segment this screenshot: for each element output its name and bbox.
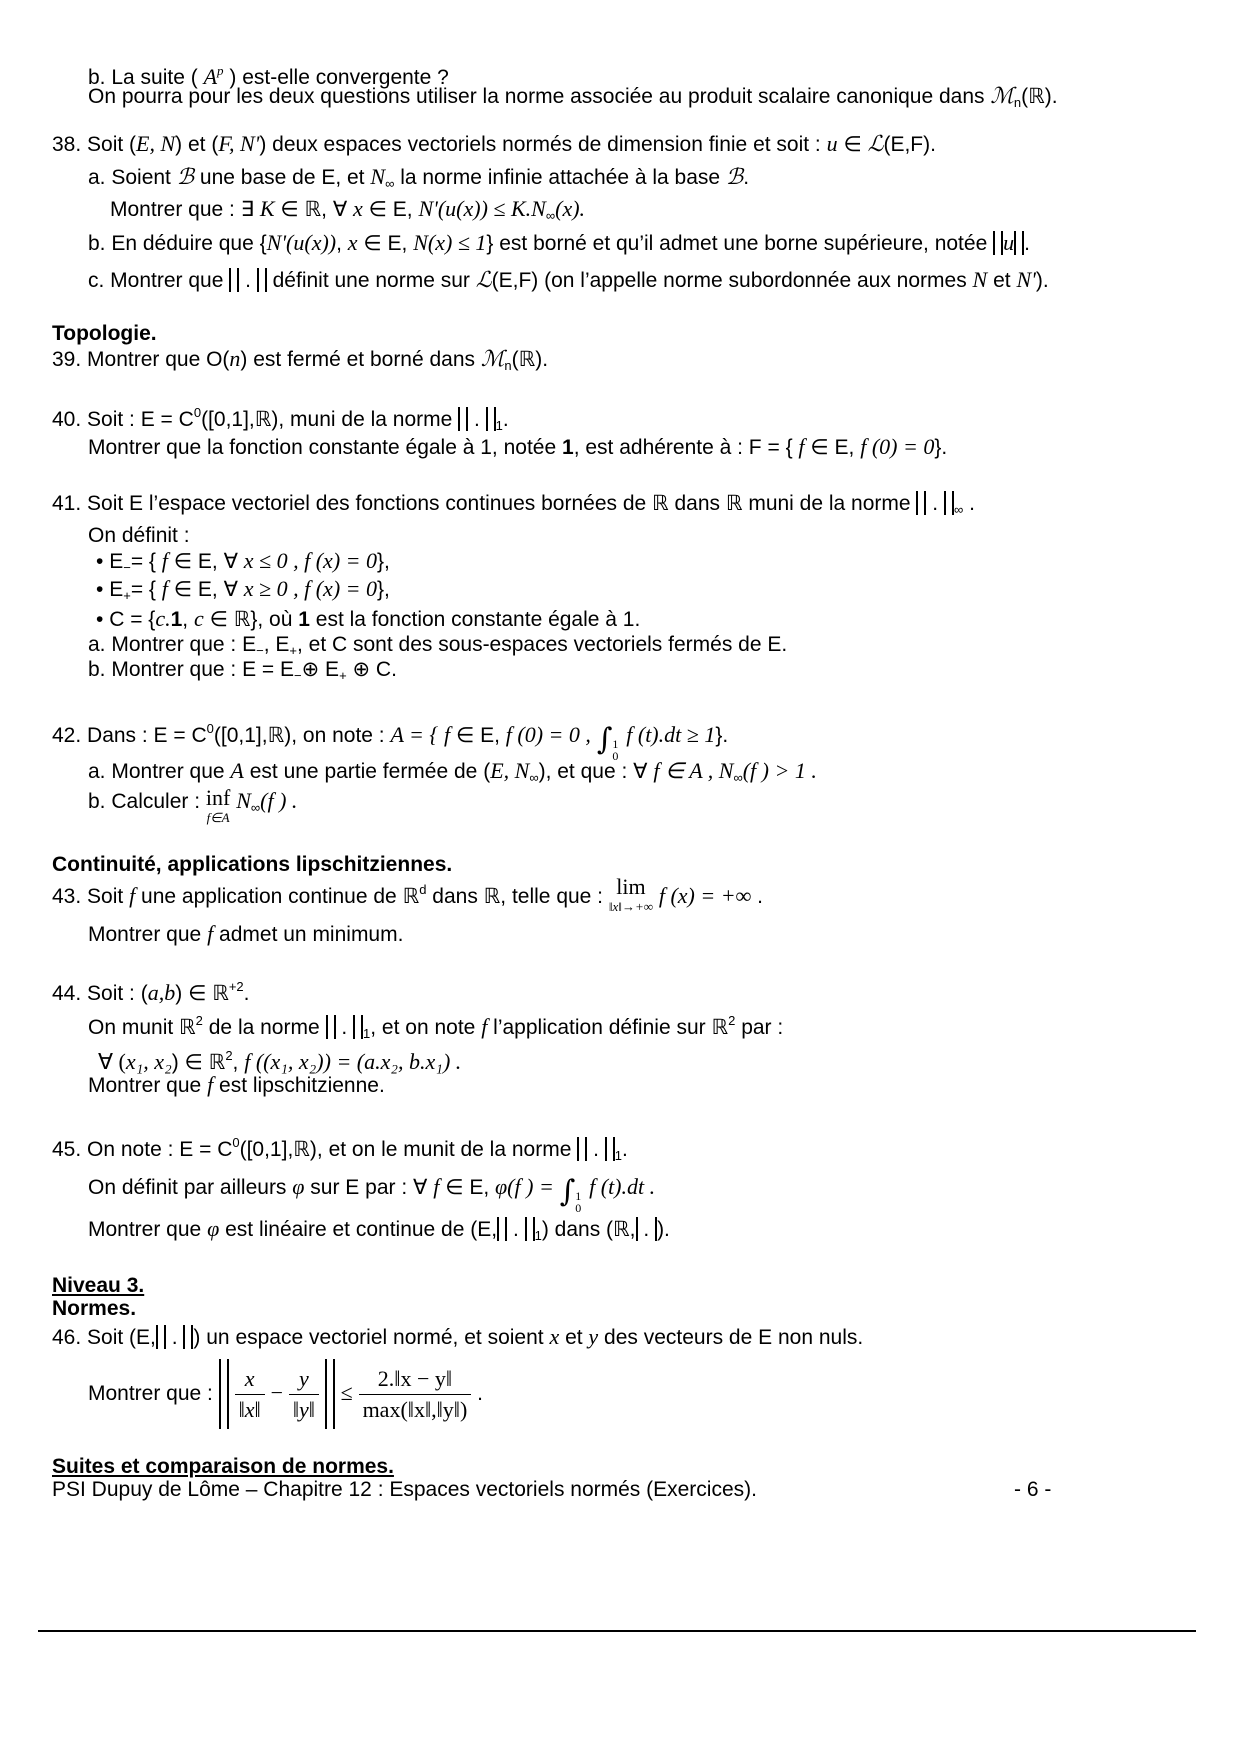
abs-bar-icon <box>636 1217 638 1241</box>
section-title-topologie: Topologie. <box>52 322 157 345</box>
ex44-show: Montrer que f est lipschitzienne. <box>88 1072 385 1097</box>
norm-bars-icon <box>944 491 954 515</box>
ex42a-line: a. Montrer que A est une partie fermée de (E, $N_\infty$), et que : ∀ f ∈ A , $N_\infty(f$ ) > 1 . <box>88 758 817 785</box>
norm-bars-icon <box>605 1137 615 1161</box>
norm-bars-icon <box>219 1359 229 1429</box>
ex41-def-Eplus: • $E_+=$ { f ∈ E, ∀ x ≥ 0 , f (x) = 0}, <box>96 576 390 603</box>
norm-bars-icon <box>325 1359 335 1429</box>
page-number: - 6 - <box>1014 1478 1052 1501</box>
norm-bars-icon <box>156 1325 166 1349</box>
ex38c-line: c. Montrer que . définit une norme sur ℒ(E,F) (on l’appelle norme subordonnée aux normes N et N'). <box>88 267 1049 292</box>
norm-bars-icon <box>916 491 926 515</box>
ex45-show: Montrer que φ est linéaire et continue de (E, . $_1$) dans (ℝ, . ). <box>88 1216 670 1243</box>
ex38b-line: b. En déduire que {N'(u(x)), x ∈ E, N(x) ≤ 1} est borné et qu’il admet une borne supérieure, notée u . <box>88 230 1030 255</box>
ex38a-show: Montrer que : ∃ K ∈ ℝ, ∀ x ∈ E, $N'(u(x)) \le K.N_\infty(x)$. <box>110 196 586 223</box>
ex42-line: 42. Dans : $E = C^0([0,1],ℝ)$, on note : A = { f ∈ E, f (0) = 0 , ∫ 1 0 f (t).dt ≥ 1}. <box>52 721 729 763</box>
ex44-map: ∀ (x₁, x₂) ∈ ℝ$^2$, f ((x₁, x₂)) = (a.x₂, b.x₁) . <box>98 1048 462 1074</box>
ex41a-line: a. Montrer que : $E_-$, $E_+$, et C sont des sous-espaces vectoriels fermés de E. <box>88 633 788 658</box>
norm-bars-icon <box>183 1325 193 1349</box>
norm-bars-icon <box>577 1137 587 1161</box>
ex40-line: 40. Soit : $E = C^0([0,1],ℝ)$, muni de la norme . $_1$. <box>52 405 509 433</box>
norm-bars-icon <box>257 268 267 292</box>
ex42b-line: b. Calculer : inf f∈A $N_\infty(f$ ) . <box>88 785 298 825</box>
norm-bars-icon <box>229 268 239 292</box>
norm-bars-icon <box>993 231 1003 255</box>
ex44-on: On munit ℝ$^2$ de la norme . $_1$, et on note f l’application définie sur ℝ$^2$ par : <box>88 1013 784 1041</box>
norm-bars-icon <box>497 1217 507 1241</box>
ex40-show: Montrer que la fonction constante égale à 1, notée 1, est adhérente à : F = { f ∈ E, f (0) = 0}. <box>88 434 948 459</box>
ex41-def-Eminus: • $E_-=$ { f ∈ E, ∀ x ≤ 0 , f (x) = 0}, <box>96 548 390 575</box>
norm-bars-icon <box>1014 231 1024 255</box>
norm-bars-icon <box>458 407 468 431</box>
section-title-suites: Suites et comparaison de normes. <box>52 1455 394 1478</box>
ex45-line: 45. On note : $E = C^0([0,1],ℝ)$, et on le munit de la norme . $_1$. <box>52 1135 628 1163</box>
section-title-niveau: Niveau 3. <box>52 1274 145 1297</box>
section-title-continuite: Continuité, applications lipschitziennes. <box>52 853 453 876</box>
ex39-line: 39. Montrer que O(n) est fermé et borné dans ℳ$_n$(ℝ). <box>52 346 549 373</box>
ex41-def: On définit : <box>88 524 190 547</box>
ex45-def: On définit par ailleurs φ sur E par : ∀ f ∈ E, φ(f ) = ∫ 1 0 f (t).dt . <box>88 1174 656 1215</box>
integral-icon: ∫ <box>596 722 613 757</box>
ex37-note: On pourra pour les deux questions utiliser la norme associée au produit scalaire canonique dans ℳ$_n$(ℝ). <box>88 83 1058 110</box>
footer-divider <box>38 1630 1196 1632</box>
norm-bars-icon <box>326 1015 336 1039</box>
ex41-line: 41. Soit E l’espace vectoriel des fonctions continues bornées de ℝ dans ℝ muni de la norme . $_\infty$ . <box>52 492 975 517</box>
norm-bars-icon <box>525 1217 535 1241</box>
ex41-def-C: • C = {c.1, c ∈ ℝ}, où 1 est la fonction constante égale à 1. <box>96 606 641 631</box>
section-title-normes: Normes. <box>52 1297 137 1320</box>
integral-icon: ∫ <box>559 1174 576 1209</box>
ex37b-line: b. La suite ( $A^p$ ) est-elle convergente ? <box>88 63 449 89</box>
ex44-line: 44. Soit : (a,b) ∈ ℝ$^{+2}$. <box>52 979 250 1005</box>
ex46-line: 46. Soit (E, . ) un espace vectoriel normé, et soient x et y des vecteurs de E non nuls. <box>52 1324 864 1349</box>
footer-title: PSI Dupuy de Lôme – Chapitre 12 : Espaces vectoriels normés (Exercices). <box>52 1478 757 1501</box>
ex38a-line: a. Soient ℬ une base de E, et $N_\infty$ la norme infinie attachée à la base ℬ. <box>88 164 750 191</box>
norm-bars-icon <box>486 407 496 431</box>
ex43-show: Montrer que f admet un minimum. <box>88 921 404 946</box>
ex38-statement: 38. Soit (E, N) et (F, N') deux espaces vectoriels normés de dimension finie et soit : u ∈ ℒ(E,F). <box>52 131 936 156</box>
ex46-show: Montrer que : $\frac{x}{‖x‖}$ − $\frac{y}{‖y‖}$ ≤ $\frac{2.‖x - y‖}{\max(‖x‖,‖y‖)}$ . <box>88 1358 483 1429</box>
ex41b-line: b. Montrer que : $E = E_-\oplus$ $E_+$ ⊕ C. <box>88 658 397 683</box>
norm-bars-icon <box>353 1015 363 1039</box>
ex43-line: 43. Soit f une application continue de ℝ$^d$ dans ℝ, telle que : lim ‖x‖→+∞ f (x) = +∞ . <box>52 874 763 914</box>
